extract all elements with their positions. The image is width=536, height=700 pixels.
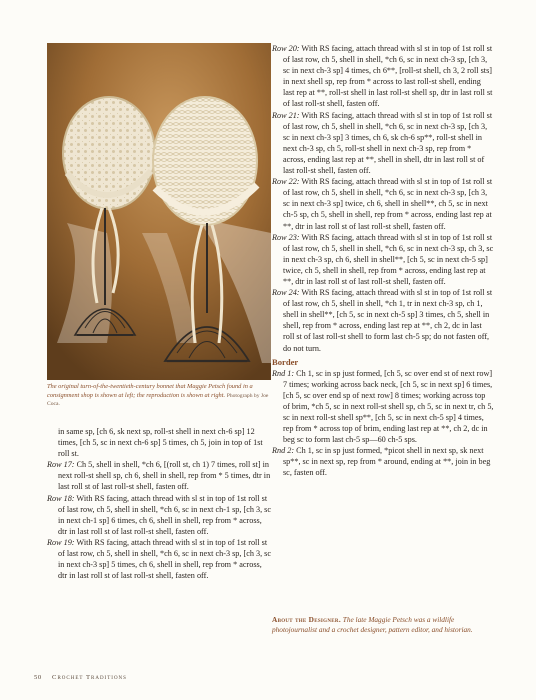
row-label: Row 24: <box>272 288 300 298</box>
row-label: Row 22: <box>272 177 300 187</box>
page-footer <box>34 674 127 681</box>
row-text: With RS facing, attach thread with sl st in top of 1st roll st of last row, ch 5, shell in shell, *ch 1, tr in next ch-3 sp, ch 1, shell in shell**, [ch 5, sc in next ch-5 sp] 3 times, ch 5, shell in shell, rep from * across, ending last rep at **, ch 2, dc in last roll st of last roll-st shell to form last ch-5 sp; do not fasten off, do not turn. <box>283 288 493 353</box>
row-label: Row 19: <box>47 537 75 547</box>
bonnet-photo <box>47 43 271 380</box>
row-label: Row 17: <box>47 460 75 470</box>
row-label: Row 18: <box>47 493 75 503</box>
journal-name: Crochet Traditions <box>52 674 127 681</box>
pattern-row <box>272 43 494 110</box>
caption-text: The original turn-of-the-twentieth-century bonnet that Maggie Petsch found in a consignment shop is shown at left; the reproduction is shown at right. <box>47 383 253 399</box>
left-column <box>47 426 271 581</box>
row-text: With RS facing, attach thread with sl st in top of 1st roll st of last row, ch 5, shell in shell, *ch 6, sc in next ch-3 sp, ch 3, sc in next ch-3 sp, ch 6, shell in shell**, [ch 5, sc in next ch-5 sp] twice, ch 5, shell in shell, rep from * across, ending last rep at **, dtr in last roll st of last roll-st shell, fasten off. <box>283 232 494 286</box>
pattern-row <box>47 493 271 537</box>
row-text: With RS facing, attach thread with sl st in top of 1st roll st of last row, ch 5, shell in shell, *ch 6, sc in next ch-3 sp, [ch 3, sc in next ch-3 sp] twice, ch 6, shell in shell**, ch 5, sc in next ch-5 sp, ch 5, shell in shell, rep from * across, ending last rep at **, dtr in last roll st of last roll-st shell, fasten off. <box>283 177 493 231</box>
border-heading: Border <box>272 356 299 367</box>
round-text: Ch 1, sc in sp just formed, *picot shell in next sp, sk next sp**, sc in next sp, rep from * around, ending at **, join in beg sc, fasten off. <box>283 446 491 478</box>
pattern-row <box>272 110 494 177</box>
row-label: Row 20: <box>272 44 300 53</box>
border-round <box>272 368 494 446</box>
pattern-row <box>272 232 494 287</box>
photo-caption <box>47 383 271 409</box>
row-text: With RS facing, attach thread with sl st in top of 1st roll st of last row, ch 5, shell in shell, *ch 6, sc in next ch-3 sp, [ch 3, sc in next ch-3 sp] 5 times, ch 6, shell in shell, rep from * across, dtr in last roll st of last roll-st shell, fasten off. <box>58 537 271 581</box>
pattern-row <box>272 287 494 354</box>
row-text: With RS facing, attach thread with sl st in top of 1st roll st of last row, ch 5, shell in shell, *ch 6, sc in next ch-3 sp, [ch 3, sc in next ch-3 sp] 4 times, ch 6**, [roll-st shell, ch 3, 2 roll sts] in next shell sp, rep from * across to last roll-st shell, ending last rep at **, roll-st shell in last roll-st shell sp, dtr in last roll st of last roll-st shell, fasten off. <box>283 44 493 109</box>
photo-credit: Photograph by Joe Coca. <box>47 392 269 408</box>
bonnet-illustration <box>47 43 271 380</box>
continuation-text: in same sp, [ch 6, sk next sp, roll-st shell in next ch-6 sp] 12 times, [ch 5, sc in next ch-6 sp] 5 times, ch 5, join in top of 1st roll st. <box>58 427 263 459</box>
round-label: Rnd 2: <box>272 446 295 456</box>
page-number: 50 <box>34 674 42 681</box>
row-label: Row 23: <box>272 232 300 242</box>
round-label: Rnd 1: <box>272 368 295 378</box>
row-text: Ch 5, shell in shell, *ch 6, [(roll st, ch 1) 7 times, roll st] in next roll-st shell sp, ch 6, shell in shell, rep from * 5 times, dtr in last roll st of last roll-st shell, fasten off. <box>58 460 271 492</box>
about-designer <box>272 615 494 635</box>
row-text: With RS facing, attach thread with sl st in top of 1st roll st of last row, ch 5, shell in shell, *ch 6, sc in next ch-3 sp, [ch 3, sc in next ch-3 sp] 3 times, ch 6, sk ch-6 sp**, roll-st shell in next ch-3 sp, ch 5, roll-st shell in next ch-3 sp, rep from * across, ending last rep at **, shell in shell, dtr in last roll st of last roll-st shell, fasten off. <box>283 110 493 176</box>
pattern-row <box>47 459 271 492</box>
row-text: With RS facing, attach thread with sl st in top of 1st roll st of last row, ch 5, shell in shell, *ch 6, sc in next ch-1 sp, [ch 3, sc in next ch-1 sp] 6 times, ch 6, shell in shell, rep from * across, dtr in last roll st of last roll-st shell, fasten off. <box>58 493 271 536</box>
round-text: Ch 1, sc in sp just formed, [ch 5, sc over end st of next row] 7 times; working across back neck, [ch 5, sc in next sp] 6 times, [ch 5, sc over end sp of next row] 8 times; working across top of brim, *ch 5, sc in next roll-st shell sp, ch 5, sc in next tr, ch 5, sc in next roll-st shell sp**, [ch 5, sc in next ch-5 sp] 4 times, rep from * across top of brim, ending last rep at **, ch 2, dc in beg sc to form last ch-5 sp—60 ch-5 sps. <box>283 368 494 445</box>
row-label: Row 21: <box>272 110 300 120</box>
pattern-row <box>272 176 494 231</box>
pattern-row <box>47 537 271 581</box>
about-text: The late Maggie Petsch was a wildlife photojournalist and a crochet designer, pattern editor, and historian. <box>272 615 473 634</box>
about-lead: About the Designer. <box>272 615 341 624</box>
right-column <box>272 43 494 479</box>
border-round <box>272 445 494 478</box>
